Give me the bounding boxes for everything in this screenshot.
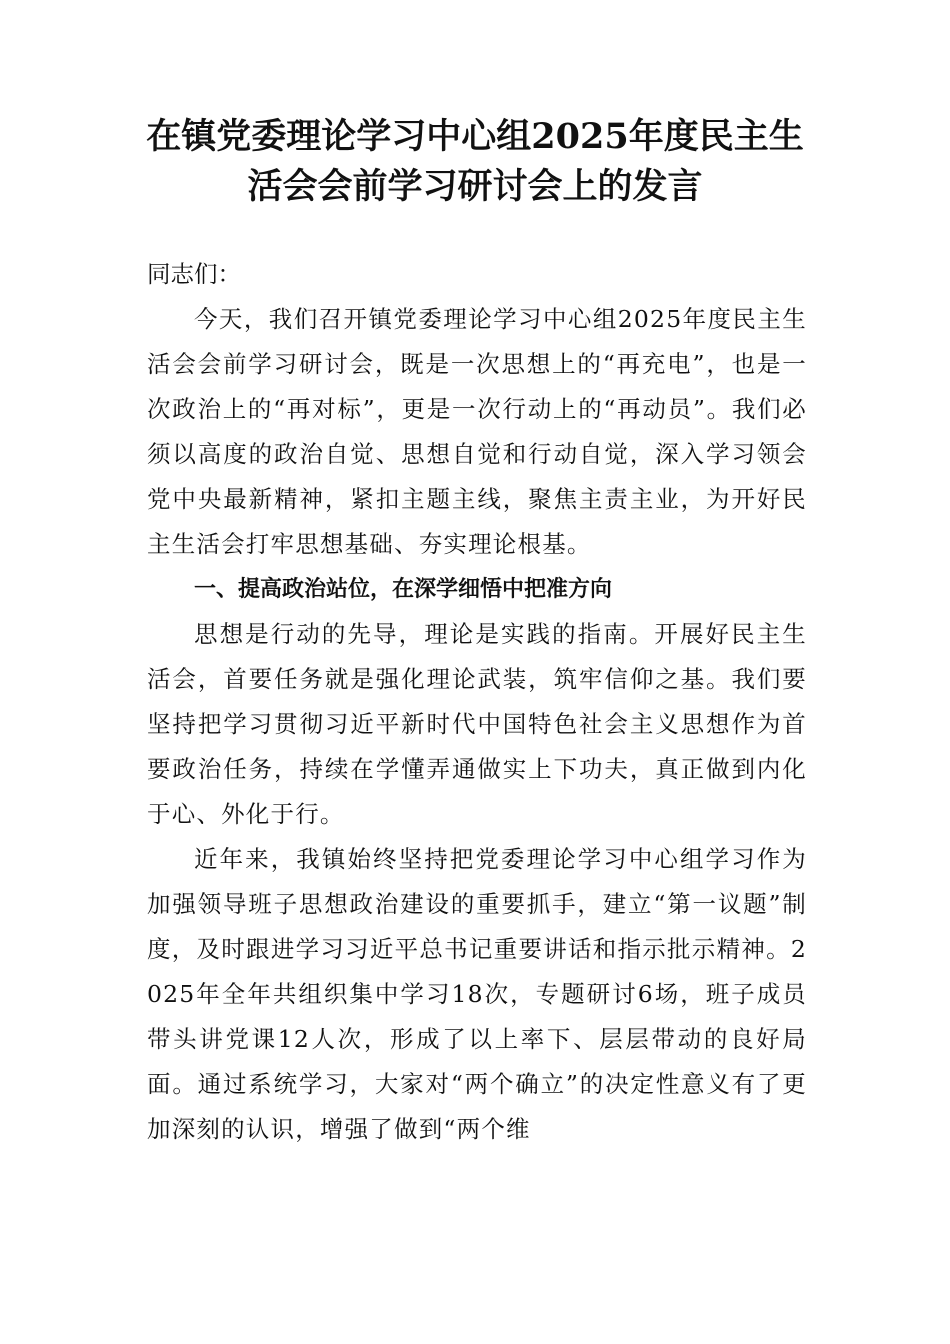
- paragraph-theory: 思想是行动的先导，理论是实践的指南。开展好民主生活会，首要任务就是强化理论武装，筑牢信仰之基。我们要坚持把学习贯彻习近平新时代中国特色社会主义思想作为首要政治任务，持续在学懂弄通做实上下功夫，真正做到内化于心、外化于行。: [147, 620, 807, 828]
- title-line-1: 在镇党委理论学习中心组2025年度民主生: [146, 116, 804, 157]
- title-line-2: 活会会前学习研讨会上的发言: [247, 166, 703, 207]
- document-title: [140, 112, 810, 212]
- paragraph-intro: 今天，我们召开镇党委理论学习中心组2025年度民主生活会会前学习研讨会，既是一次思想上的“再充电”，也是一次政治上的“再对标”，更是一次行动上的“再动员”。我们必须以高度的政治自觉、思想自觉和行动自觉，深入学习领会党中央最新精神，紧扣主题主线，聚焦主责主业，为开好民主生活会打牢思想基础、夯实理论根基。: [147, 305, 807, 558]
- paragraph-progress: 近年来，我镇始终坚持把党委理论学习中心组学习作为加强领导班子思想政治建设的重要抓手，建立“第一议题”制度，及时跟进学习习近平总书记重要讲话和指示批示精神。2025年全年共组织集中学习18次，专题研讨6场，班子成员带头讲党课12人次，形成了以上率下、层层带动的良好局面。通过系统学习，大家对“两个确立”的决定性意义有了更加深刻的认识，增强了做到“两个维: [147, 845, 807, 1143]
- document-body: [147, 252, 807, 1152]
- section-heading: 一、提高政治站位，在深学细悟中把准方向: [194, 577, 613, 602]
- salutation: 同志们：: [147, 260, 241, 288]
